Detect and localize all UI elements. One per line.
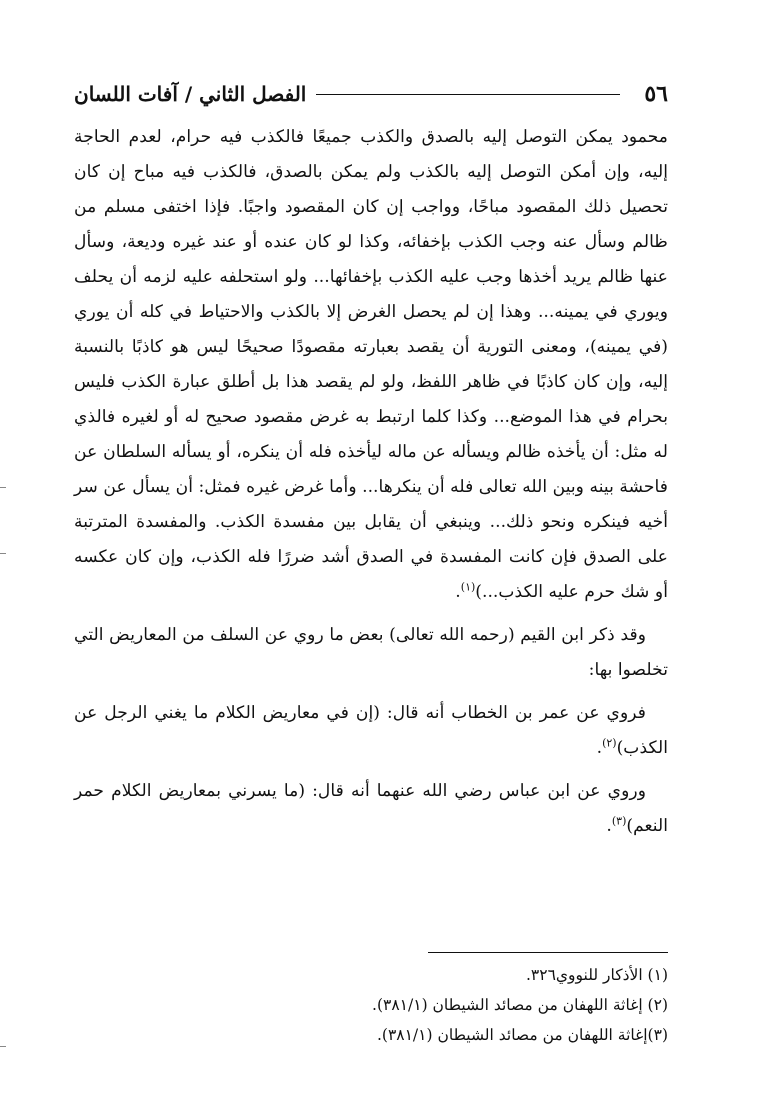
page-header [74, 74, 668, 114]
paragraph-ibn-qayyim: وقد ذكر ابن القيم (رحمه الله تعالى) بعض ما روي عن السلف من المعاريض التي تخلصوا بها: [74, 625, 668, 680]
scan-edge-mark [0, 1046, 6, 1047]
main-paragraph [74, 120, 668, 610]
body-text [74, 120, 668, 844]
paragraph-ibn-abbas-text: وروي عن ابن عباس رضي الله عنهما أنه قال: (ما يسرني بمعاريض الكلام حمر النعم) [74, 781, 668, 836]
scan-edge-mark [0, 487, 6, 488]
footnote-1: (١) الأذكار للنووي٣٢٦. [525, 966, 668, 984]
footnote-separator [428, 952, 668, 953]
footnotes [74, 960, 668, 1050]
paragraph-ibn-abbas-end: . [606, 816, 612, 836]
footnote-ref-1: (١) [460, 580, 476, 594]
paragraph-umar-end: . [596, 738, 603, 758]
paragraph-umar-text: فروي عن عمر بن الخطاب أنه قال: (إن في معاريض الكلام ما يغني الرجل عن الكذب) [74, 703, 668, 758]
footnote-ref-2: (٢) [602, 736, 617, 750]
paragraph-ibn-abbas [74, 774, 668, 844]
paragraph-umar [74, 696, 668, 766]
footnote-ref-3: (٣) [611, 814, 627, 828]
footnote-2: (٢) إغاثة اللهفان من مصائد الشيطان (٣٨١/١). [372, 996, 668, 1014]
scan-edge-mark [0, 553, 6, 554]
header-rule [316, 94, 620, 95]
main-paragraph-end: . [455, 582, 461, 602]
page-number: ٥٦ [644, 81, 668, 107]
main-paragraph-text: محمود يمكن التوصل إليه بالصدق والكذب جميعًا فالكذب فيه حرام، لعدم الحاجة إليه، وإن أمكن التوصل إليه بالكذب ولم يمكن بالصدق، فالكذب فيه مباح إن كان تحصيل ذلك المقصود مباحًا، وواجب إن كان المقصود واجبًا. فإذا اختفى مسلم من ظالم وسأل عنه وجب الكذب بإخفائه، وكذا لو كان عنده أو عند غيره وديعة، وسأل عنها ظالم يريد أخذها وجب عليه الكذب بإخفائها... ولو استحلفه عليه لزمه أن يحلف ويوري في يمينه... وهذا إن لم يحصل الغرض إلا بالكذب والاحتياط في كله أن يوري (في يمينه)، ومعنى التورية أن يقصد بعبارته مقصودًا صحيحًا ليس هو كاذبًا بالنسبة إليه، وإن كان كاذبًا في ظاهر اللفظ، ولو لم يقصد هذا بل أطلق عبارة الكذب فليس بحرام في هذا الموضع... وكذا كلما ارتبط به غرض مقصود صحيح له أو لغيره فالذي له مثل: أن يأخذه ظالم ويسأله عن ماله ليأخذه فله أن ينكره، أو يسأله السلطان عن فاحشة بينه وبين الله تعالى فله أن ينكرها... وأما غرض غيره فمثل: أن يسأل عن سر أخيه فينكره ونحو ذلك... وينبغي أن يقابل بين مفسدة الكذب. والمفسدة المترتبة على الصدق فإن كانت المفسدة في الصدق أشد ضررًا فله الكذب، وإن كان عكسه أو شك حرم عليه الكذب...) [74, 127, 668, 602]
chapter-title: الفصل الثاني / آفات اللسان [74, 82, 307, 106]
footnote-3: (٣)إغاثة اللهفان من مصائد الشيطان (٣٨١/١). [376, 1026, 668, 1044]
